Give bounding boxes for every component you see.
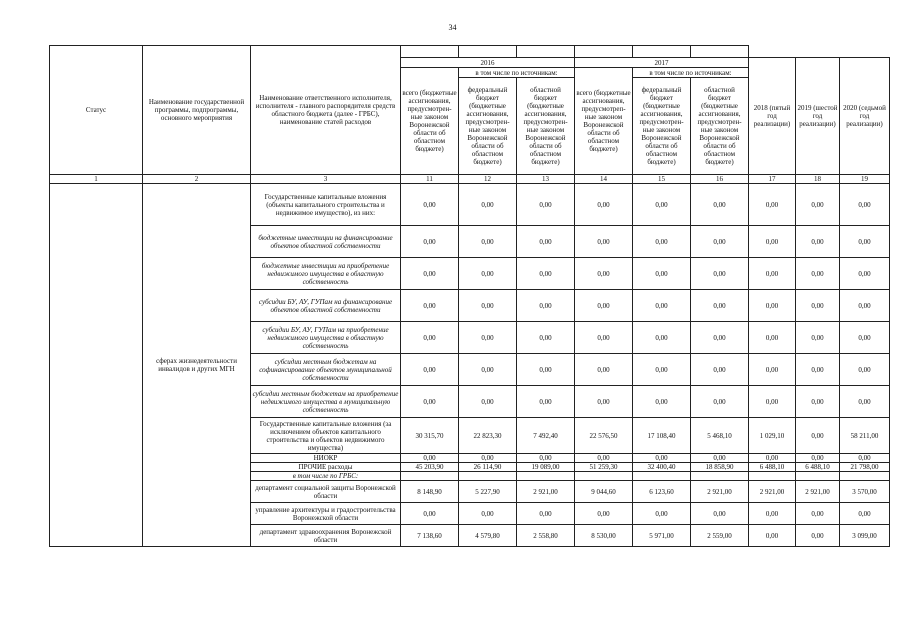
value-cell: 0,00: [459, 226, 517, 258]
value-cell: [840, 472, 890, 481]
spacer-cell: [633, 46, 691, 58]
expense-item-label: Государственные капитальные вложения (за исключением объектов капитального строительства и объектов недвижимого имущества): [251, 418, 401, 454]
header-2020: 2020 (седьмой год реализации): [840, 58, 890, 175]
value-cell: 0,00: [459, 290, 517, 322]
value-cell: 9 044,60: [575, 481, 633, 503]
header-executor: Наименование ответственного исполнителя, исполнителя - главного распорядителя средств областного бюджета (далее - ГРБС), наименование статей расходов: [251, 46, 401, 175]
value-cell: 0,00: [459, 354, 517, 386]
value-cell: 0,00: [840, 290, 890, 322]
value-cell: 0,00: [575, 226, 633, 258]
value-cell: 45 203,90: [401, 463, 459, 472]
value-cell: 18 858,90: [691, 463, 749, 472]
value-cell: 0,00: [796, 322, 840, 354]
value-cell: [691, 472, 749, 481]
value-cell: 0,00: [840, 454, 890, 463]
value-cell: 5 971,00: [633, 525, 691, 547]
value-cell: 0,00: [691, 226, 749, 258]
header-year-2016: 2016: [401, 58, 575, 68]
value-cell: 0,00: [796, 184, 840, 226]
value-cell: 0,00: [633, 258, 691, 290]
value-cell: [575, 472, 633, 481]
value-cell: 0,00: [749, 386, 796, 418]
value-cell: 0,00: [691, 258, 749, 290]
value-cell: 2 921,00: [749, 481, 796, 503]
value-cell: 0,00: [459, 322, 517, 354]
value-cell: 0,00: [749, 503, 796, 525]
page-number: 34: [448, 23, 457, 32]
value-cell: 0,00: [517, 290, 575, 322]
header-regional-2017: областной бюджет (бюджетные ассигнования, предусмотрен-ные законом Воронежской области об областном бюджете): [691, 78, 749, 175]
value-cell: 30 315,70: [401, 418, 459, 454]
value-cell: 0,00: [633, 184, 691, 226]
header-2019: 2019 (шестой год реализации): [796, 58, 840, 175]
value-cell: 0,00: [401, 290, 459, 322]
value-cell: 3 099,00: [840, 525, 890, 547]
column-number: 19: [840, 175, 890, 184]
value-cell: 0,00: [796, 226, 840, 258]
expense-item-label: субсидии БУ, АУ, ГУПам на финансирование объектов областной собственности: [251, 290, 401, 322]
column-number: 1: [50, 175, 143, 184]
budget-table: [49, 45, 890, 547]
value-cell: 0,00: [633, 290, 691, 322]
value-cell: 0,00: [691, 503, 749, 525]
value-cell: 0,00: [401, 322, 459, 354]
value-cell: 0,00: [575, 290, 633, 322]
value-cell: 0,00: [575, 386, 633, 418]
expense-item-label: ПРОЧИЕ расходы: [251, 463, 401, 472]
value-cell: 0,00: [401, 184, 459, 226]
column-number: 17: [749, 175, 796, 184]
expense-item-label: субсидии местным бюджетам на софинансирование объектов муниципальной собственности: [251, 354, 401, 386]
value-cell: 0,00: [401, 354, 459, 386]
value-cell: 0,00: [517, 258, 575, 290]
column-number: 3: [251, 175, 401, 184]
value-cell: 0,00: [459, 386, 517, 418]
value-cell: 0,00: [749, 184, 796, 226]
value-cell: 0,00: [796, 354, 840, 386]
value-cell: [459, 472, 517, 481]
spacer-cell: [691, 46, 749, 58]
value-cell: 2 559,00: [691, 525, 749, 547]
value-cell: 0,00: [517, 503, 575, 525]
value-cell: 0,00: [575, 503, 633, 525]
value-cell: 0,00: [575, 354, 633, 386]
value-cell: 0,00: [459, 184, 517, 226]
header-status: Статус: [50, 46, 143, 175]
value-cell: 51 259,30: [575, 463, 633, 472]
header-program: Наименование государственной программы, подпрограммы, основного мероприятия: [143, 46, 251, 175]
value-cell: 0,00: [691, 386, 749, 418]
value-cell: 0,00: [575, 258, 633, 290]
expense-item-label: НИОКР: [251, 454, 401, 463]
expense-item-label: бюджетные инвестиции на финансирование объектов областной собственности: [251, 226, 401, 258]
value-cell: 5 227,90: [459, 481, 517, 503]
value-cell: 0,00: [840, 386, 890, 418]
value-cell: 0,00: [840, 258, 890, 290]
value-cell: 0,00: [691, 290, 749, 322]
value-cell: 22 823,30: [459, 418, 517, 454]
value-cell: 17 108,40: [633, 418, 691, 454]
value-cell: 0,00: [840, 503, 890, 525]
expense-item-label: департамент здравоохранения Воронежской области: [251, 525, 401, 547]
value-cell: 0,00: [401, 258, 459, 290]
value-cell: 26 114,90: [459, 463, 517, 472]
value-cell: 0,00: [691, 454, 749, 463]
expense-item-label: управление архитектуры и градостроительства Воронежской области: [251, 503, 401, 525]
value-cell: 0,00: [840, 354, 890, 386]
value-cell: 1 029,10: [749, 418, 796, 454]
value-cell: [517, 472, 575, 481]
value-cell: 0,00: [749, 226, 796, 258]
value-cell: 0,00: [575, 184, 633, 226]
value-cell: 2 921,00: [691, 481, 749, 503]
value-cell: 0,00: [796, 525, 840, 547]
value-cell: 0,00: [691, 184, 749, 226]
value-cell: 0,00: [796, 258, 840, 290]
value-cell: 0,00: [575, 322, 633, 354]
value-cell: 0,00: [749, 258, 796, 290]
value-cell: 0,00: [401, 454, 459, 463]
value-cell: 0,00: [691, 354, 749, 386]
value-cell: 0,00: [633, 454, 691, 463]
value-cell: 0,00: [459, 503, 517, 525]
value-cell: 0,00: [633, 354, 691, 386]
value-cell: [796, 472, 840, 481]
column-number: 16: [691, 175, 749, 184]
column-number: 18: [796, 175, 840, 184]
value-cell: 0,00: [749, 454, 796, 463]
spacer-cell: [459, 46, 517, 58]
expense-item-label: Государственные капитальные вложения (объекты капитального строительства и недвижимое имущество), из них:: [251, 184, 401, 226]
spacer-cell: [401, 46, 459, 58]
expense-item-label: бюджетные инвестиции на приобретение недвижимого имущества в областную собственность: [251, 258, 401, 290]
value-cell: 4 579,80: [459, 525, 517, 547]
value-cell: 58 211,00: [840, 418, 890, 454]
expense-item-label: субсидии БУ, АУ, ГУПам на приобретение недвижимого имущества в областную собственность: [251, 322, 401, 354]
value-cell: 0,00: [633, 322, 691, 354]
status-cell: [50, 184, 143, 547]
value-cell: 0,00: [517, 322, 575, 354]
value-cell: 0,00: [691, 322, 749, 354]
value-cell: 0,00: [633, 503, 691, 525]
column-number: 11: [401, 175, 459, 184]
value-cell: 0,00: [796, 386, 840, 418]
header-total-2016: всего (бюджетные ассигнования, предусмотрен-ные законом Воронежской области об областном бюджете): [401, 68, 459, 175]
value-cell: 8 530,00: [575, 525, 633, 547]
column-numbers-row: [50, 175, 890, 184]
value-cell: 7 492,40: [517, 418, 575, 454]
value-cell: 0,00: [517, 454, 575, 463]
value-cell: 0,00: [401, 503, 459, 525]
value-cell: 0,00: [459, 454, 517, 463]
column-number: 15: [633, 175, 691, 184]
value-cell: 0,00: [459, 258, 517, 290]
value-cell: 0,00: [401, 386, 459, 418]
value-cell: 0,00: [749, 525, 796, 547]
value-cell: 0,00: [840, 184, 890, 226]
value-cell: 0,00: [749, 322, 796, 354]
value-cell: 22 576,50: [575, 418, 633, 454]
value-cell: 0,00: [840, 226, 890, 258]
value-cell: 2 558,80: [517, 525, 575, 547]
value-cell: [401, 472, 459, 481]
value-cell: 6 488,10: [749, 463, 796, 472]
value-cell: 2 921,00: [796, 481, 840, 503]
value-cell: 0,00: [517, 354, 575, 386]
expense-item-label: субсидии местным бюджетам на приобретение недвижимого имущества в муниципальную собственность: [251, 386, 401, 418]
value-cell: 0,00: [517, 386, 575, 418]
value-cell: 0,00: [749, 290, 796, 322]
value-cell: 19 089,00: [517, 463, 575, 472]
column-number: 14: [575, 175, 633, 184]
header-regional-2016: областной бюджет (бюджетные ассигнования, предусмотрен-ные законом Воронежской области об областном бюджете): [517, 78, 575, 175]
value-cell: 6 123,60: [633, 481, 691, 503]
program-name-cell: сферах жизнедеятельности инвалидов и других МГН: [143, 184, 251, 547]
value-cell: 21 798,00: [840, 463, 890, 472]
value-cell: 0,00: [749, 354, 796, 386]
value-cell: 0,00: [517, 226, 575, 258]
value-cell: 0,00: [575, 454, 633, 463]
value-cell: 8 148,90: [401, 481, 459, 503]
value-cell: 7 138,60: [401, 525, 459, 547]
value-cell: 5 468,10: [691, 418, 749, 454]
expense-item-label: в том числе по ГРБС:: [251, 472, 401, 481]
header-federal-2016: федеральный бюджет (бюджетные ассигнования, предусмотрен-ные законом Воронежской области об областном бюджете): [459, 78, 517, 175]
spacer-cell: [575, 46, 633, 58]
header-including-2016: в том числе по источникам:: [459, 68, 575, 78]
table-row: [50, 184, 890, 226]
value-cell: 3 570,00: [840, 481, 890, 503]
value-cell: 0,00: [840, 322, 890, 354]
value-cell: 6 488,10: [796, 463, 840, 472]
value-cell: 0,00: [517, 184, 575, 226]
header-federal-2017: федеральный бюджет (бюджетные ассигнования, предусмотрен-ные законом Воронежской области об областном бюджете): [633, 78, 691, 175]
value-cell: [633, 472, 691, 481]
value-cell: 0,00: [796, 290, 840, 322]
value-cell: 0,00: [633, 386, 691, 418]
header-including-2017: в том числе по источникам:: [633, 68, 749, 78]
value-cell: [749, 472, 796, 481]
column-number: 2: [143, 175, 251, 184]
value-cell: 0,00: [633, 226, 691, 258]
expense-item-label: департамент социальной защиты Воронежской области: [251, 481, 401, 503]
value-cell: 0,00: [796, 418, 840, 454]
value-cell: 0,00: [401, 226, 459, 258]
header-year-2017: 2017: [575, 58, 749, 68]
column-number: 13: [517, 175, 575, 184]
value-cell: 2 921,00: [517, 481, 575, 503]
value-cell: 0,00: [796, 503, 840, 525]
header-total-2017: всего (бюджетные ассигнования, предусмотреп-ные законом Воронежской области об областном бюджете): [575, 68, 633, 175]
header-2018: 2018 (пятый год реализации): [749, 58, 796, 175]
value-cell: 0,00: [796, 454, 840, 463]
spacer-cell: [517, 46, 575, 58]
header-spacer-row: [50, 46, 890, 58]
column-number: 12: [459, 175, 517, 184]
value-cell: 32 400,40: [633, 463, 691, 472]
